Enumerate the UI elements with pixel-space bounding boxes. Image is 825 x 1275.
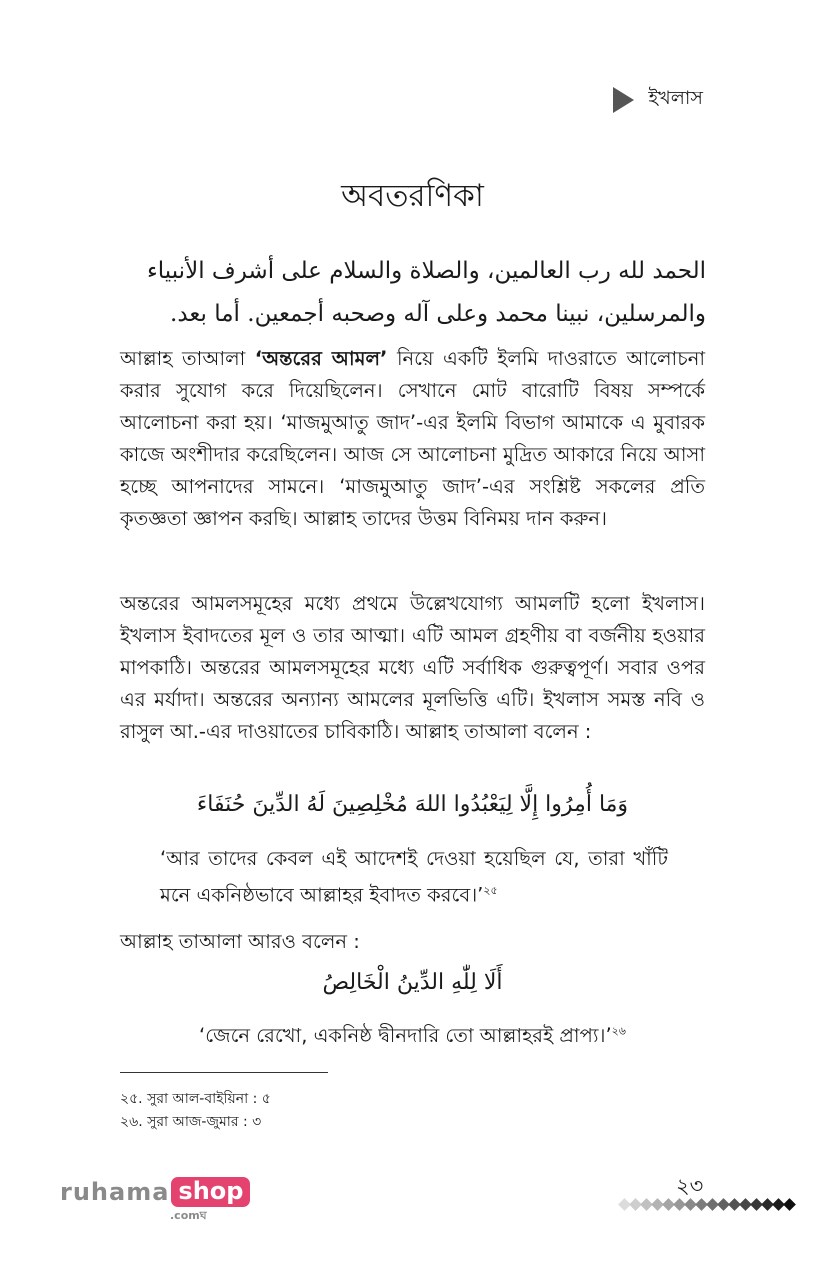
quran-verse-1: وَمَا أُمِرُوا إِلَّا لِيَعْبُدُوا اللهَ مُخْلِصِينَ لَهُ الدِّينَ حُنَفَاءَ (196, 792, 629, 817)
allah-says-line: আল্লাহ তাআলা আরও বলেন : (120, 930, 360, 953)
logo-text-shop: shop (171, 1177, 250, 1207)
logo-text-com: .comঘ (170, 1209, 207, 1222)
running-head-label: ইখলাস (648, 87, 703, 109)
p1-text-post: নিয়ে একটি ইলমি দাওরাতে আলোচনা করার সুযোগ করে দিয়েছিলেন। সেখানে মোট বারোটি বিষয় সম্পর্কে আলোচনা করা হয়। ‘মাজমুআতু জাদ’-এর ইলমি বিভাগ আমাকে এ মুবারক কাজে অংশীদার করেছিলেন। আজ সে আলোচনা মুদ্রিত আকারে নিয়ে আসা হচ্ছে আপনাদের সামনে। ‘মাজমুআতু জাদ’-এর সংশ্লিষ্ট সকলের প্রতি কৃতজ্ঞতা জ্ঞাপন করছি। আল্লাহ তাদের উত্তম বিনিময় দান করুন। (120, 347, 706, 530)
footnote-divider (120, 1072, 328, 1073)
page-number: ২৩ (676, 1174, 704, 1198)
arabic-intro: الحمد لله رب العالمين، والصلاة والسلام على أشرف الأنبياء والمرسلين، نبينا محمد وعلى آله وصحبه أجمعين. أما بعد. (146, 258, 706, 327)
quote-2-text: ‘জেনে রেখো, একনিষ্ঠ দ্বীনদারি তো আল্লাহরই প্রাপ্য।’ (199, 1024, 612, 1047)
footnote-2: ২৬. সুরা আজ-জুমার : ৩ (120, 1114, 262, 1130)
footnote-ref-25[interactable]: ২৫ (483, 884, 498, 897)
p1-text-pre: আল্লাহ তাআলা (120, 347, 255, 370)
diamond-ornament (620, 1200, 794, 1209)
paragraph-2: অন্তরের আমলসমূহের মধ্যে প্রথমে উল্লেখযোগ্য আমলটি হলো ইখলাস। ইখলাস ইবাদতের মূল ও তার আত্মা। এটি আমল গ্রহণীয় বা বর্জনীয় হওয়ার মাপকাঠি। অন্তরের আমলসমূহের মধ্যে এটি সর্বাধিক গুরুত্বপূর্ণ। সবার ওপর এর মর্যাদা। অন্তরের অন্যান্য আমলের মূলভিত্তি এটি। ইখলাস সমস্ত নবি ও রাসুল আ.-এর দাওয়াতের চাবিকাঠি। আল্লাহ তাআলা বলেন : (120, 592, 705, 743)
footnote-1: ২৫. সুরা আল-বাইয়িনা : ৫ (120, 1091, 271, 1107)
quote-1-text: ‘আর তাদের কেবল এই আদেশই দেওয়া হয়েছিল যে, তারা খাঁটি মনে একনিষ্ঠভাবে আল্লাহর ইবাদত করবে।’ (160, 847, 668, 907)
paragraph-1 (120, 343, 705, 535)
ruhamashop-logo (60, 1177, 250, 1222)
translation-quote-1 (160, 843, 668, 912)
p1-bold-term: ‘অন্তরের আমল’ (254, 347, 388, 370)
running-head (613, 84, 703, 116)
quran-verse-2: أَلَا لِلّٰهِ الدِّينُ الْخَالِصُ (322, 970, 503, 995)
diamond-icon (783, 1198, 796, 1211)
play-triangle-icon (613, 87, 634, 113)
translation-quote-2 (0, 1022, 825, 1054)
page-title: অবতরণিকা (341, 178, 484, 214)
footnote-ref-26[interactable]: ২৬ (611, 1024, 626, 1038)
logo-text-ruhama: ruhama (60, 1178, 170, 1206)
